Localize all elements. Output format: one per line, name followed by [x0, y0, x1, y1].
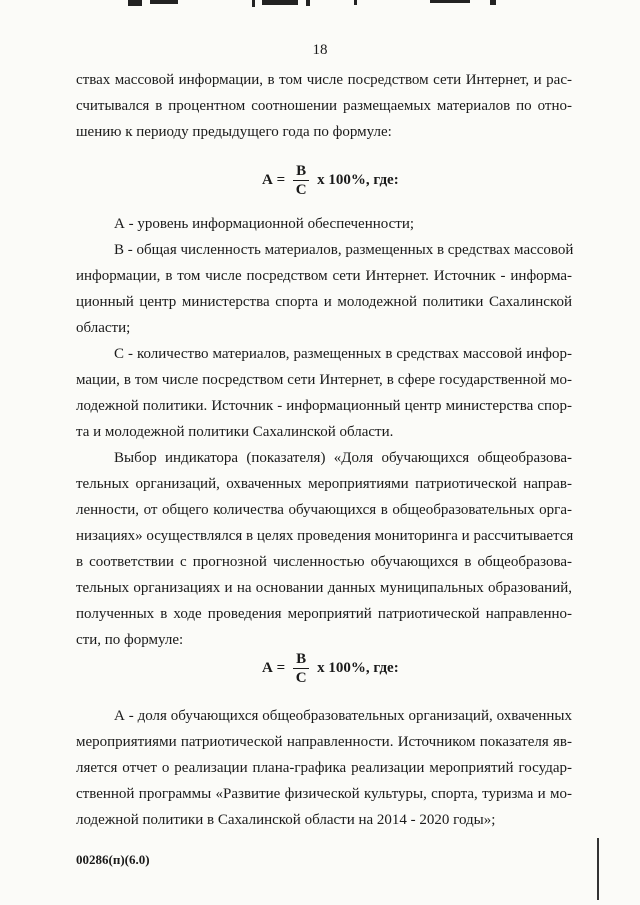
formula-denominator: С [295, 670, 307, 686]
text-line: низациях» осуществлялся в целях проведения мониторинга и рассчитывается [76, 528, 574, 544]
formula-denominator: С [295, 182, 307, 198]
text-line: считывался в процентном соотношении размещаемых материалов по отно- [76, 98, 572, 114]
text-line: Выбор индикатора (показателя) «Доля обучающихся общеобразова- [114, 450, 572, 466]
text-line: полученных в ходе проведения мероприятий патриотической направленно- [76, 606, 572, 622]
text-line: С - количество материалов, размещенных в средствах массовой инфор- [114, 346, 572, 362]
scan-edge-marks [0, 0, 640, 14]
text-line: сти, по формуле: [76, 632, 184, 648]
text-line: тельных организаций, охваченных мероприятиями патриотической направ- [76, 476, 572, 492]
formula-numerator: В [293, 163, 309, 181]
formula-rhs: x 100%, где: [317, 172, 399, 188]
text-line: ционный центр министерства спорта и молодежной политики Сахалинской [76, 294, 572, 310]
text-line: лодежной политики. Источник - информационный центр министерства спор- [76, 398, 572, 414]
text-line: В - общая численность материалов, размещенных в средствах массовой [114, 242, 574, 258]
margin-vertical-line [597, 838, 599, 900]
formula-lhs: А = [262, 172, 286, 188]
text-line: области; [76, 320, 131, 336]
text-line: в соответствии с прогнозной численностью обучающихся в общеобразова- [76, 554, 572, 570]
text-line: мации, в том числе посредством сети Интернет, в сфере государственной мо- [76, 372, 572, 388]
text-line: шению к периоду предыдущего года по формуле: [76, 124, 392, 140]
text-line: тельных организациях и на основании данных муниципальных образований, [76, 580, 572, 596]
page-number: 18 [312, 42, 328, 58]
document-code: 00286(п)(6.0) [76, 852, 150, 867]
formula [262, 651, 399, 686]
formula-numerator: В [293, 651, 309, 669]
text-line: та и молодежной политики Сахалинской области. [76, 424, 394, 440]
formula-fraction [293, 651, 309, 686]
text-line: А - доля обучающихся общеобразовательных организаций, охваченных [114, 708, 572, 724]
formula-lhs: А = [262, 660, 286, 676]
text-line: ственной программы «Развитие физической культуры, спорта, туризма и мо- [76, 786, 572, 802]
text-line: мероприятиями патриотической направленности. Источником показателя яв- [76, 734, 572, 750]
text-line: информации, в том числе посредством сети Интернет. Источник - информа- [76, 268, 572, 284]
text-line: ленности, от общего количества обучающихся в общеобразовательных орга- [76, 502, 572, 518]
text-line: А - уровень информационной обеспеченности; [114, 216, 415, 232]
text-line: ляется отчет о реализации плана-графика реализации мероприятий государ- [76, 760, 572, 776]
formula [262, 163, 399, 198]
text-line: ствах массовой информации, в том числе посредством сети Интернет, и рас- [76, 72, 572, 88]
formula-rhs: x 100%, где: [317, 660, 399, 676]
text-line: лодежной политики в Сахалинской области на 2014 - 2020 годы»; [76, 812, 496, 828]
formula-fraction [293, 163, 309, 198]
